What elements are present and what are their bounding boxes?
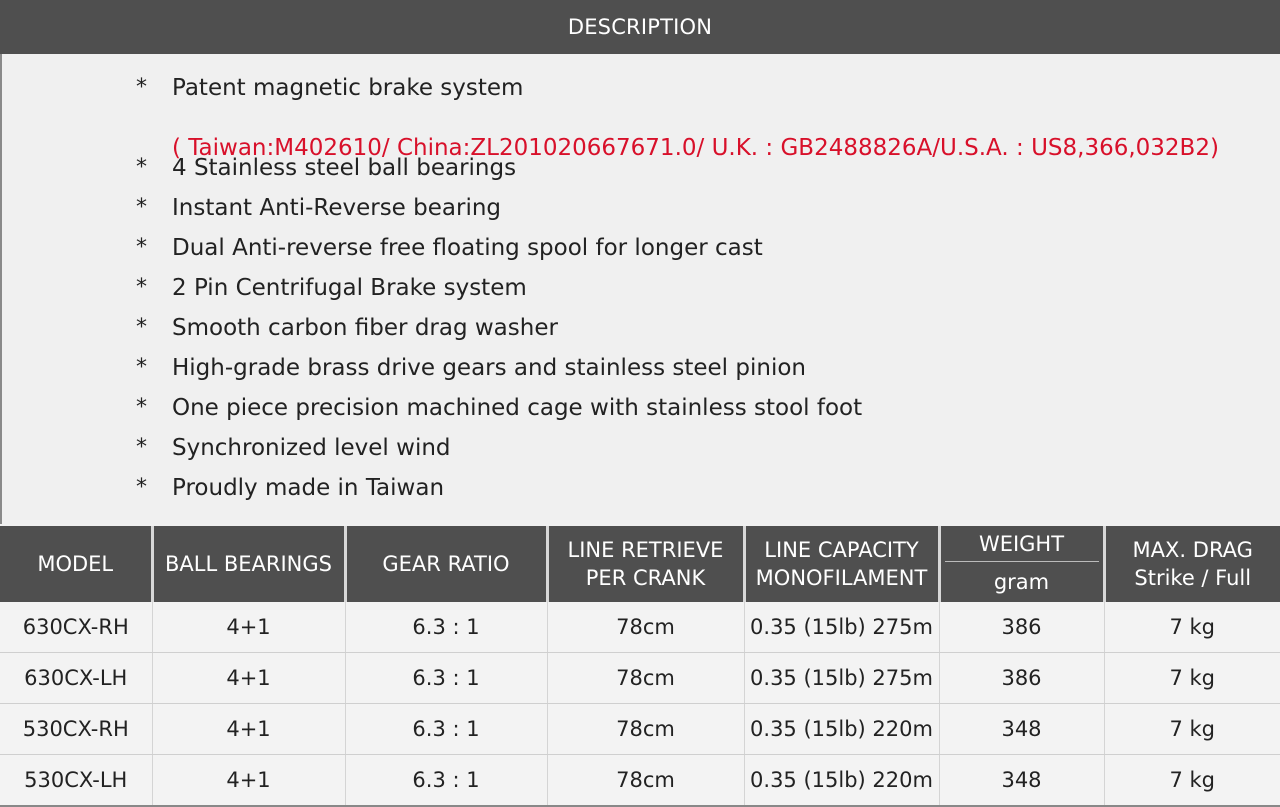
table-row — [0, 653, 1280, 704]
feature-item — [2, 468, 1242, 508]
bullet-star: * — [136, 235, 147, 260]
cell-max-drag: 7 kg — [1104, 755, 1280, 807]
feature-text: Smooth carbon fiber drag washer — [172, 315, 558, 341]
feature-item — [2, 388, 1242, 428]
bullet-star: * — [136, 395, 147, 420]
cell-gear-ratio: 6.3 : 1 — [345, 602, 547, 653]
description-title: DESCRIPTION — [567, 15, 713, 39]
cell-max-drag: 7 kg — [1104, 602, 1280, 653]
table-row — [0, 755, 1280, 807]
patent-numbers: ( Taiwan:M402610/ China:ZL201020667671.0/ U.K. : GB2488826A/U.S.A. : US8,366,032B2) — [172, 135, 1219, 161]
specs-table — [0, 526, 1280, 807]
header-ball-bearings: BALL BEARINGS — [152, 526, 345, 602]
feature-text: Proudly made in Taiwan — [172, 475, 445, 501]
feature-item — [2, 188, 1242, 228]
cell-line-retrieve: 78cm — [547, 602, 744, 653]
cell-max-drag: 7 kg — [1104, 704, 1280, 755]
table-row — [0, 602, 1280, 653]
cell-model: 630CX-LH — [0, 653, 152, 704]
feature-text: One piece precision machined cage with stainless stool foot — [172, 395, 863, 421]
specs-header-row — [0, 526, 1280, 602]
bullet-star: * — [136, 355, 147, 380]
cell-line-retrieve: 78cm — [547, 704, 744, 755]
cell-model: 530CX-LH — [0, 755, 152, 807]
bullet-star: * — [136, 155, 147, 180]
cell-model: 530CX-RH — [0, 704, 152, 755]
cell-line-retrieve: 78cm — [547, 653, 744, 704]
header-line-retrieve: LINE RETRIEVE PER CRANK — [547, 526, 744, 602]
cell-ball-bearings: 4+1 — [152, 602, 345, 653]
cell-max-drag: 7 kg — [1104, 653, 1280, 704]
cell-gear-ratio: 6.3 : 1 — [345, 755, 547, 807]
feature-text: 4 Stainless steel ball bearings — [172, 155, 517, 181]
table-row — [0, 704, 1280, 755]
bullet-star: * — [136, 75, 147, 100]
feature-item — [2, 308, 1242, 348]
feature-text: Instant Anti-Reverse bearing — [172, 195, 502, 221]
cell-line-capacity: 0.35 (15lb) 275m — [744, 602, 939, 653]
cell-weight: 348 — [939, 755, 1104, 807]
feature-list — [0, 54, 1280, 524]
bullet-star: * — [136, 475, 147, 500]
bullet-star: * — [136, 275, 147, 300]
header-weight-label: WEIGHT — [945, 527, 1099, 562]
header-line-capacity: LINE CAPACITY MONOFILAMENT — [744, 526, 939, 602]
feature-item — [2, 348, 1242, 388]
cell-line-capacity: 0.35 (15lb) 220m — [744, 704, 939, 755]
feature-text: High-grade brass drive gears and stainless steel pinion — [172, 355, 806, 381]
cell-line-retrieve: 78cm — [547, 755, 744, 807]
feature-item — [2, 268, 1242, 308]
cell-weight: 348 — [939, 704, 1104, 755]
cell-model: 630CX-RH — [0, 602, 152, 653]
bullet-star: * — [136, 195, 147, 220]
cell-ball-bearings: 4+1 — [152, 653, 345, 704]
cell-ball-bearings: 4+1 — [152, 755, 345, 807]
bullet-star: * — [136, 315, 147, 340]
cell-weight: 386 — [939, 653, 1104, 704]
header-max-drag: MAX. DRAG Strike / Full — [1104, 526, 1280, 602]
feature-text: Dual Anti-reverse free floating spool for longer cast — [172, 235, 763, 261]
header-model: MODEL — [0, 526, 152, 602]
header-weight — [939, 526, 1104, 602]
bullet-star: * — [136, 435, 147, 460]
feature-item — [2, 228, 1242, 268]
feature-item — [2, 148, 1242, 188]
cell-ball-bearings: 4+1 — [152, 704, 345, 755]
cell-gear-ratio: 6.3 : 1 — [345, 653, 547, 704]
header-gear-ratio: GEAR RATIO — [345, 526, 547, 602]
cell-line-capacity: 0.35 (15lb) 220m — [744, 755, 939, 807]
cell-line-capacity: 0.35 (15lb) 275m — [744, 653, 939, 704]
feature-text: Synchronized level wind — [172, 435, 451, 461]
header-weight-unit: gram — [993, 569, 1050, 594]
feature-item — [2, 68, 1242, 108]
feature-item — [2, 428, 1242, 468]
feature-text: 2 Pin Centrifugal Brake system — [172, 275, 527, 301]
cell-gear-ratio: 6.3 : 1 — [345, 704, 547, 755]
cell-weight: 386 — [939, 602, 1104, 653]
feature-text: Patent magnetic brake system — [172, 75, 524, 101]
description-header — [0, 0, 1280, 54]
